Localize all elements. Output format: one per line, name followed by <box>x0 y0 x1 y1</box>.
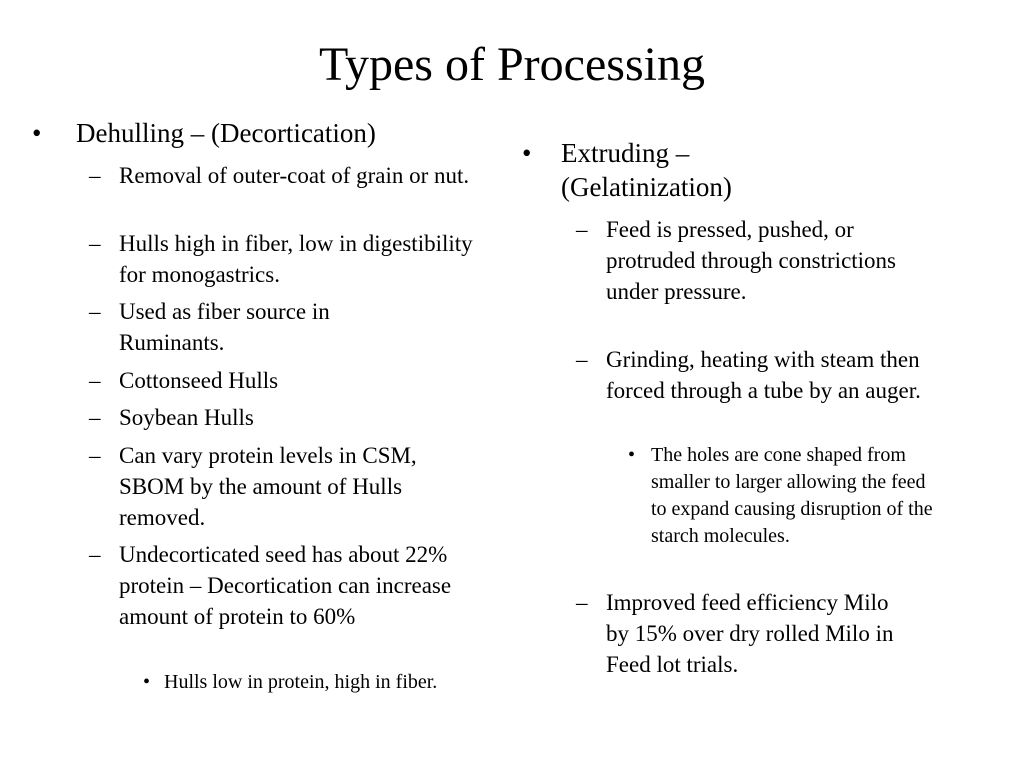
dash-glyph: – <box>89 299 101 324</box>
left-item-text: Soybean Hulls <box>119 405 254 430</box>
dash-glyph: – <box>89 443 101 468</box>
left-item-text: Cottonseed Hulls <box>119 368 279 393</box>
dash-glyph: – <box>576 347 588 372</box>
dash-glyph: – <box>576 590 588 615</box>
dash-glyph: – <box>89 163 101 188</box>
right-heading: Extruding – (Gelatinization) <box>561 138 732 202</box>
bullet-glyph: • <box>522 138 532 168</box>
right-subitem-text: The holes are cone shaped from smaller to larger allowing the feed to expand causing disruption of the starch molecules. <box>651 444 933 547</box>
dash-glyph: – <box>89 405 101 430</box>
left-heading: Dehulling – (Decortication) <box>76 118 376 148</box>
right-item-text: Grinding, heating with steam then forced through a tube by an auger. <box>606 347 921 403</box>
left-item-text: Removal of outer-coat of grain or nut. <box>119 163 470 188</box>
right-item-text: Feed is pressed, pushed, or protruded through constrictions under pressure. <box>606 217 897 304</box>
left-item-text: Undecorticated seed has about 22% protein – Decortication can increase amount of protein to 60% <box>119 542 452 629</box>
left-item-text: Used as fiber source in Ruminants. <box>119 299 330 355</box>
right-item-text: Improved feed efficiency Milo by 15% over dry rolled Milo in Feed lot trials. <box>606 590 894 677</box>
slide-title: Types of Processing <box>319 38 705 91</box>
dash-glyph: – <box>576 217 588 242</box>
bullet-glyph: • <box>143 671 151 693</box>
dash-glyph: – <box>89 542 101 567</box>
dash-glyph: – <box>89 368 101 393</box>
left-item-text: Hulls high in fiber, low in digestibility for monogastrics. <box>119 231 473 287</box>
left-subitem-text: Hulls low in protein, high in fiber. <box>164 671 438 693</box>
bullet-glyph: • <box>628 444 636 466</box>
dash-glyph: – <box>89 231 101 256</box>
bullet-glyph: • <box>32 118 42 148</box>
left-item-text: Can vary protein levels in CSM, SBOM by the amount of Hulls removed. <box>119 443 417 530</box>
